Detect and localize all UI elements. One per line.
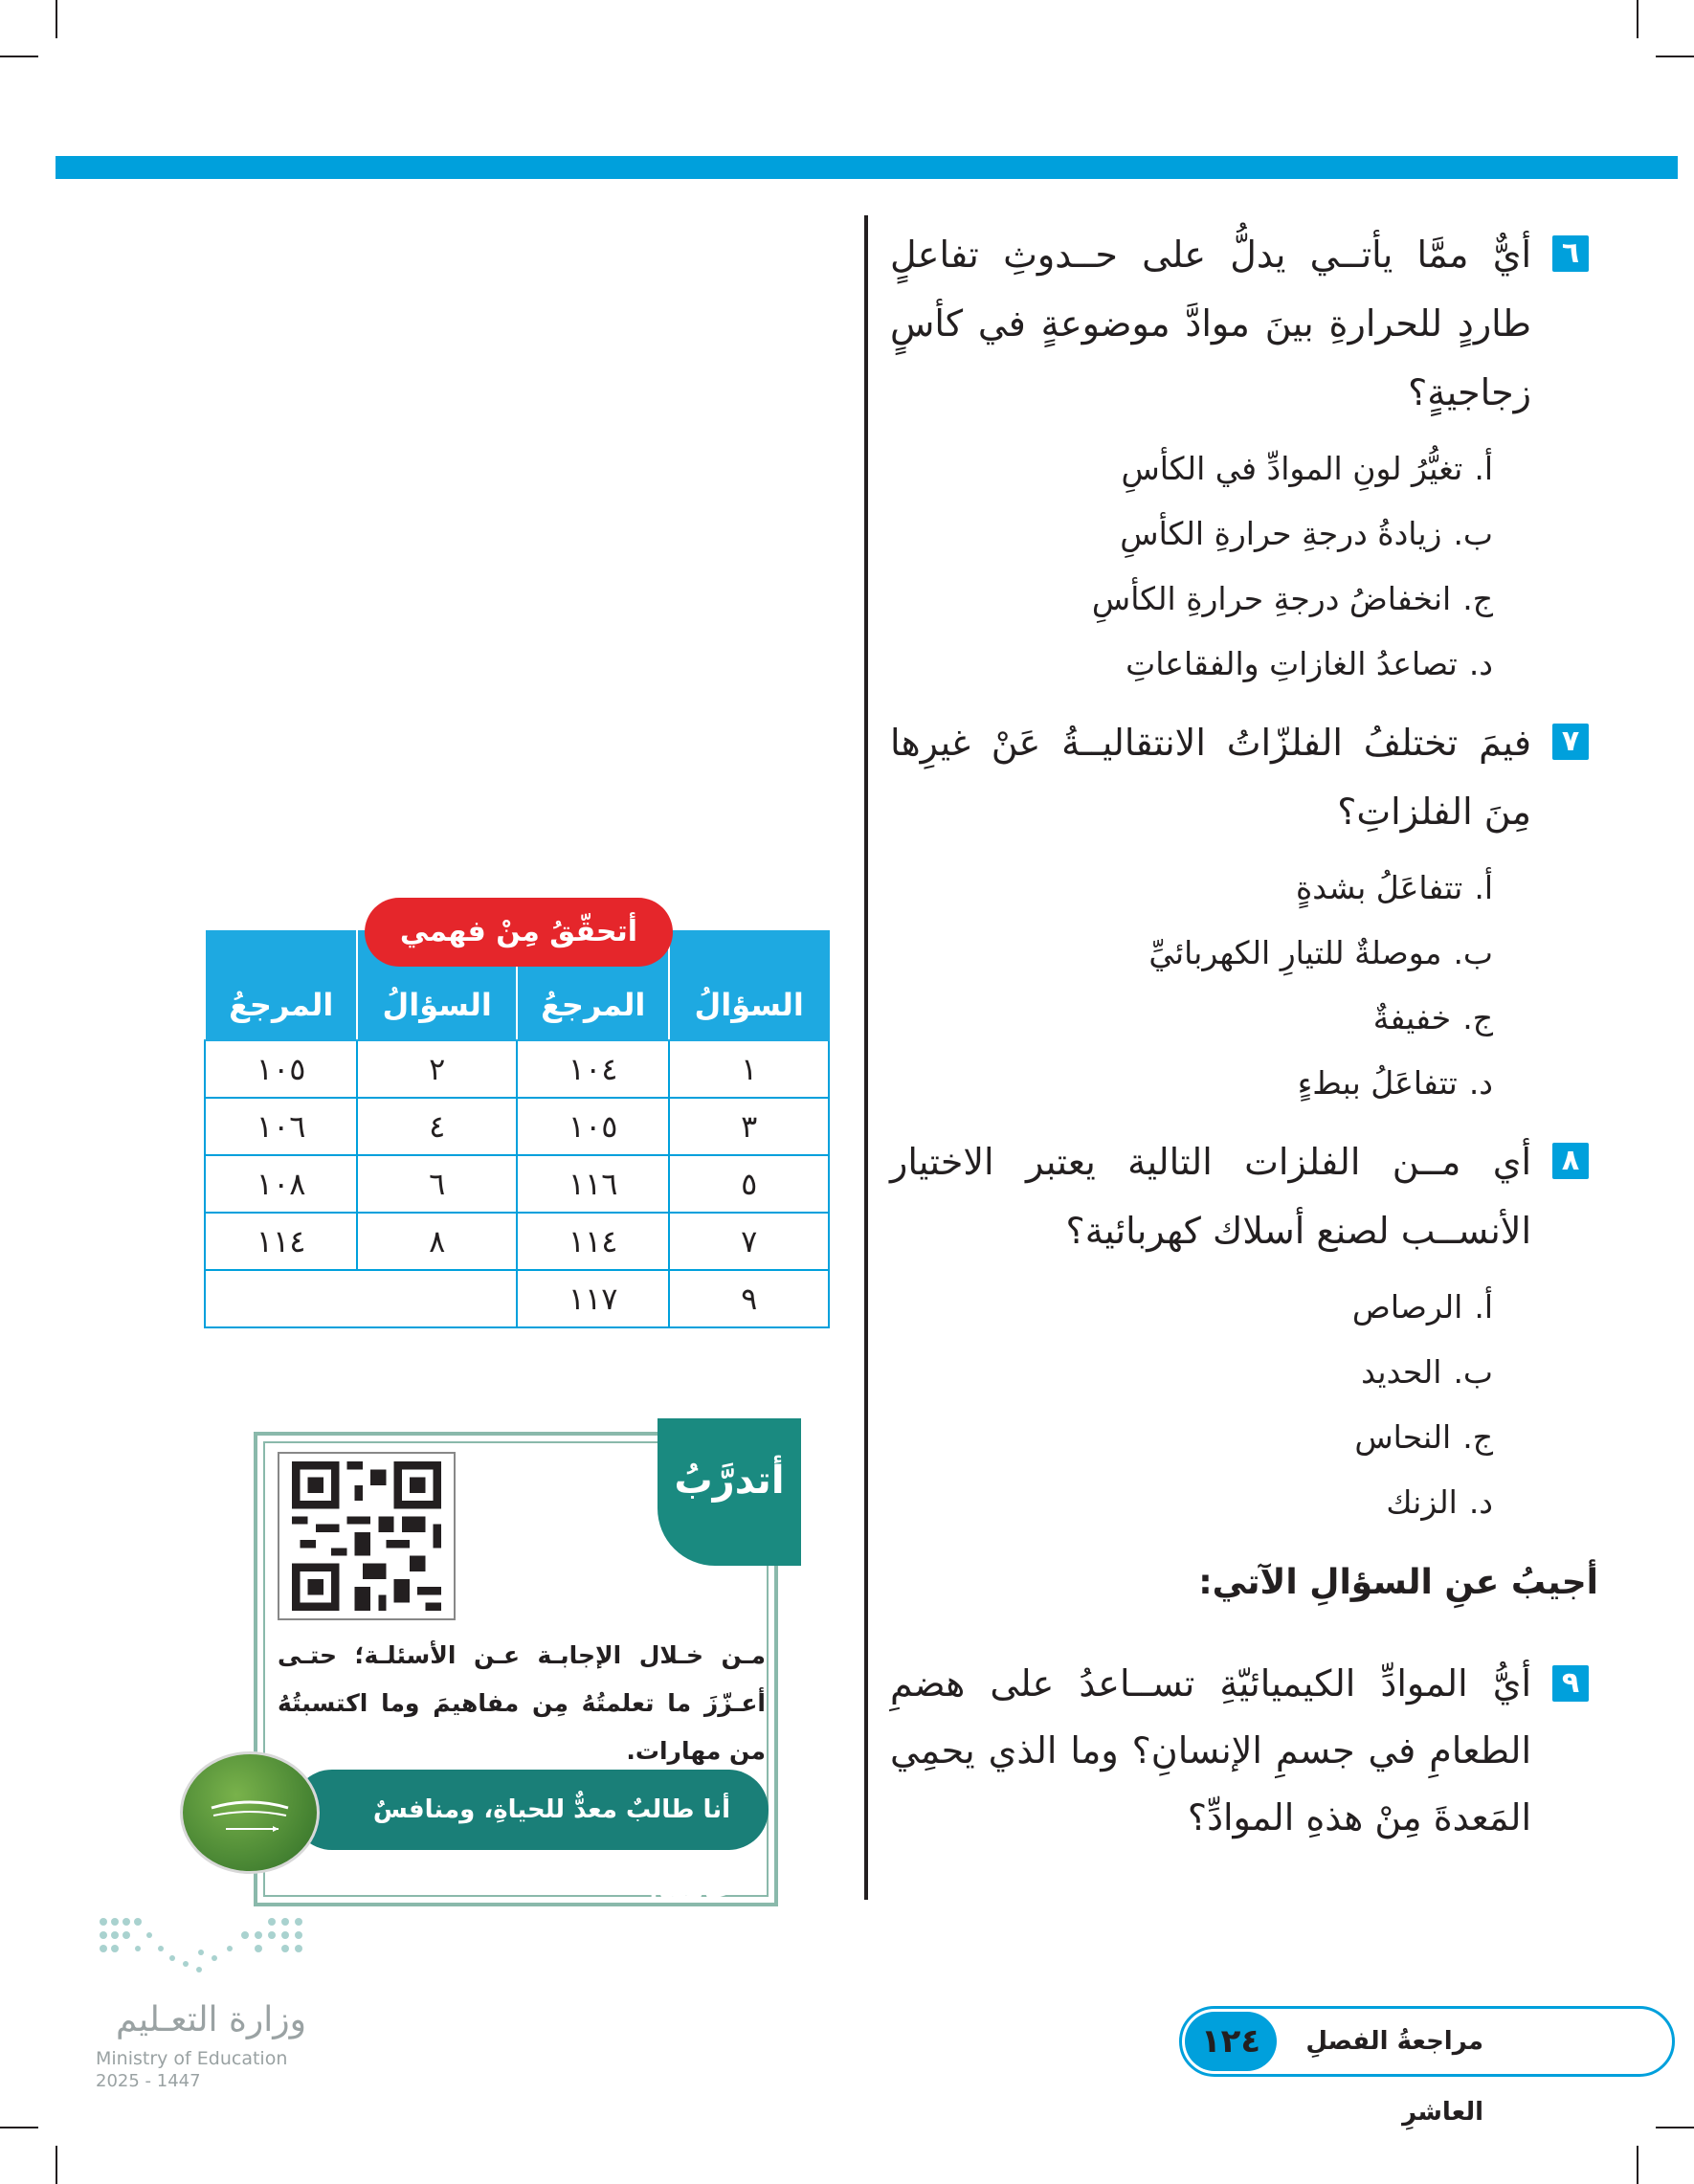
- table-cell: ١٠٦: [205, 1098, 357, 1155]
- table-cell: ١١٤: [205, 1213, 357, 1270]
- question-text: أيٌّ ممَّا يأتــي يدلُّ على حــدوثِ تفاعلٍ طاردٍ للحرارةِ بينَ موادَّ موضوعةٍ في كأسٍ زجاجيةٍ؟: [890, 234, 1531, 413]
- table-cell: ١٠٥: [205, 1040, 357, 1098]
- column-divider: [864, 215, 868, 1900]
- option[interactable]: ب.موصلةٌ للتيارِ الكهربائيِّ: [1148, 934, 1493, 971]
- qr-code-icon[interactable]: [278, 1452, 456, 1620]
- option[interactable]: د.الزنك: [1386, 1483, 1493, 1521]
- option[interactable]: د.تصاعدُ الغازاتِ والفقاعاتِ: [1126, 645, 1493, 682]
- crop-mark: [1637, 2146, 1638, 2184]
- question-text: فيمَ تختلفُ الفلزّاتُ الانتقاليــةُ عَنْ غيرِها مِنَ الفلزاتِ؟: [890, 722, 1531, 833]
- column-header: السؤالُ: [669, 931, 829, 1040]
- crop-mark: [56, 0, 57, 38]
- option[interactable]: ج.انخفاضُ درجةِ حرارةِ الكأسِ: [1091, 580, 1493, 617]
- ministry-logo: [96, 1914, 325, 2096]
- questions-column: [890, 220, 1598, 1851]
- question-number: ٧: [1552, 724, 1589, 760]
- table-cell: ٨: [357, 1213, 517, 1270]
- option[interactable]: د.تتفاعَلُ ببطءٍ: [1297, 1064, 1493, 1102]
- question-number: ٦: [1552, 235, 1589, 272]
- ministry-name-en: Ministry of Education: [96, 2048, 288, 2069]
- page-number: ١٢٤: [1185, 2012, 1277, 2071]
- table-row: [205, 1155, 829, 1213]
- column-header: السؤالُ: [357, 931, 517, 1040]
- column-header: المرجعُ: [205, 931, 357, 1040]
- table-cell: ١١٧: [517, 1270, 669, 1327]
- chapter-review-title: مراجعةُ الفصلِ العاشرِ: [1305, 2027, 1483, 2127]
- table-cell: ١٠٤: [517, 1040, 669, 1098]
- self-check-table: [204, 930, 830, 1328]
- table-cell: ٩: [669, 1270, 829, 1327]
- table-cell: ١٠٨: [205, 1155, 357, 1213]
- question-8: [890, 1127, 1580, 1535]
- table-cell: ٣: [669, 1098, 829, 1155]
- saudi-flag-seal-icon: [180, 1751, 320, 1874]
- crop-mark: [1656, 2127, 1694, 2128]
- table-cell: ٥: [669, 1155, 829, 1213]
- ministry-year: 2025 - 1447: [96, 2071, 201, 2091]
- crop-mark: [1656, 56, 1694, 57]
- option[interactable]: أ.الرصاص: [1351, 1288, 1493, 1326]
- table-cell: ٦: [357, 1155, 517, 1213]
- ministry-name-ar: وزارة التعـليم: [116, 2000, 306, 2039]
- option[interactable]: ب.زيادةُ درجةِ حرارةِ الكأسِ: [1120, 515, 1493, 552]
- practice-description: مـن خـلال الإجابـة عـن الأسئلـة؛ حتـى أعـزّزَ ما تعلمتُهُ مِن مفاهيمَ وما اكتسبتُهُ من مهارات.: [278, 1641, 766, 1765]
- question-number: ٩: [1552, 1665, 1589, 1702]
- self-check-badge: أتحقّقُ مِنْ فهمي: [365, 898, 673, 967]
- table-cell: ٧: [669, 1213, 829, 1270]
- crop-mark: [56, 2146, 57, 2184]
- table-row: [205, 1213, 829, 1270]
- table-row: [205, 1040, 829, 1098]
- question-text: أيُّ الموادِّ الكيميائيّةِ تســاعدُ على هضمِ الطعامِ في جسمِ الإنسانِ؟ وما الذي يحمِي المَعدةَ مِنْ هذهِ الموادِّ؟: [890, 1662, 1531, 1839]
- table-cell: ١١٦: [517, 1155, 669, 1213]
- crop-mark: [1637, 0, 1638, 38]
- options-list: [890, 856, 1531, 1116]
- option[interactable]: ج.خفيفةٌ: [1372, 999, 1493, 1036]
- column-header: المرجعُ: [517, 931, 669, 1040]
- motto-banner: أنا طالبٌ معدٌّ للحياةِ، ومنافسٌ عالميًا.: [292, 1770, 769, 1850]
- ministry-dots-icon: [96, 1914, 306, 1983]
- option[interactable]: ج.النحاس: [1354, 1418, 1493, 1456]
- header-bar: [56, 156, 1678, 179]
- table-cell: ١١٤: [517, 1213, 669, 1270]
- table-cell: ١: [669, 1040, 829, 1098]
- question-6: [890, 220, 1580, 697]
- table-cell-empty: [205, 1270, 517, 1327]
- options-list: [890, 1275, 1531, 1535]
- table-cell: ١٠٥: [517, 1098, 669, 1155]
- table-row: [205, 1098, 829, 1155]
- question-number: ٨: [1552, 1143, 1589, 1179]
- option[interactable]: أ.تتفاعَلُ بشدةٍ: [1296, 869, 1493, 906]
- option[interactable]: ب.الحديد: [1361, 1353, 1493, 1391]
- question-text: أي مــن الفلزات التالية يعتبر الاختيار الأنســب لصنع أسلاك كهربائية؟: [890, 1141, 1531, 1252]
- question-7: [890, 708, 1580, 1116]
- table-row: [205, 1270, 829, 1327]
- table-cell: ٢: [357, 1040, 517, 1098]
- table-cell: ٤: [357, 1098, 517, 1155]
- question-9: [890, 1650, 1580, 1851]
- instruction-heading: أجيبُ عنِ السؤالِ الآتي:: [1198, 1563, 1598, 1602]
- option[interactable]: أ.تغيُّرُ لونِ الموادِّ في الكأسِ: [1121, 450, 1493, 487]
- options-list: [890, 436, 1531, 697]
- practice-tab: أتدرَّبُ: [658, 1418, 801, 1566]
- crop-mark: [0, 56, 38, 57]
- crop-mark: [0, 2127, 38, 2128]
